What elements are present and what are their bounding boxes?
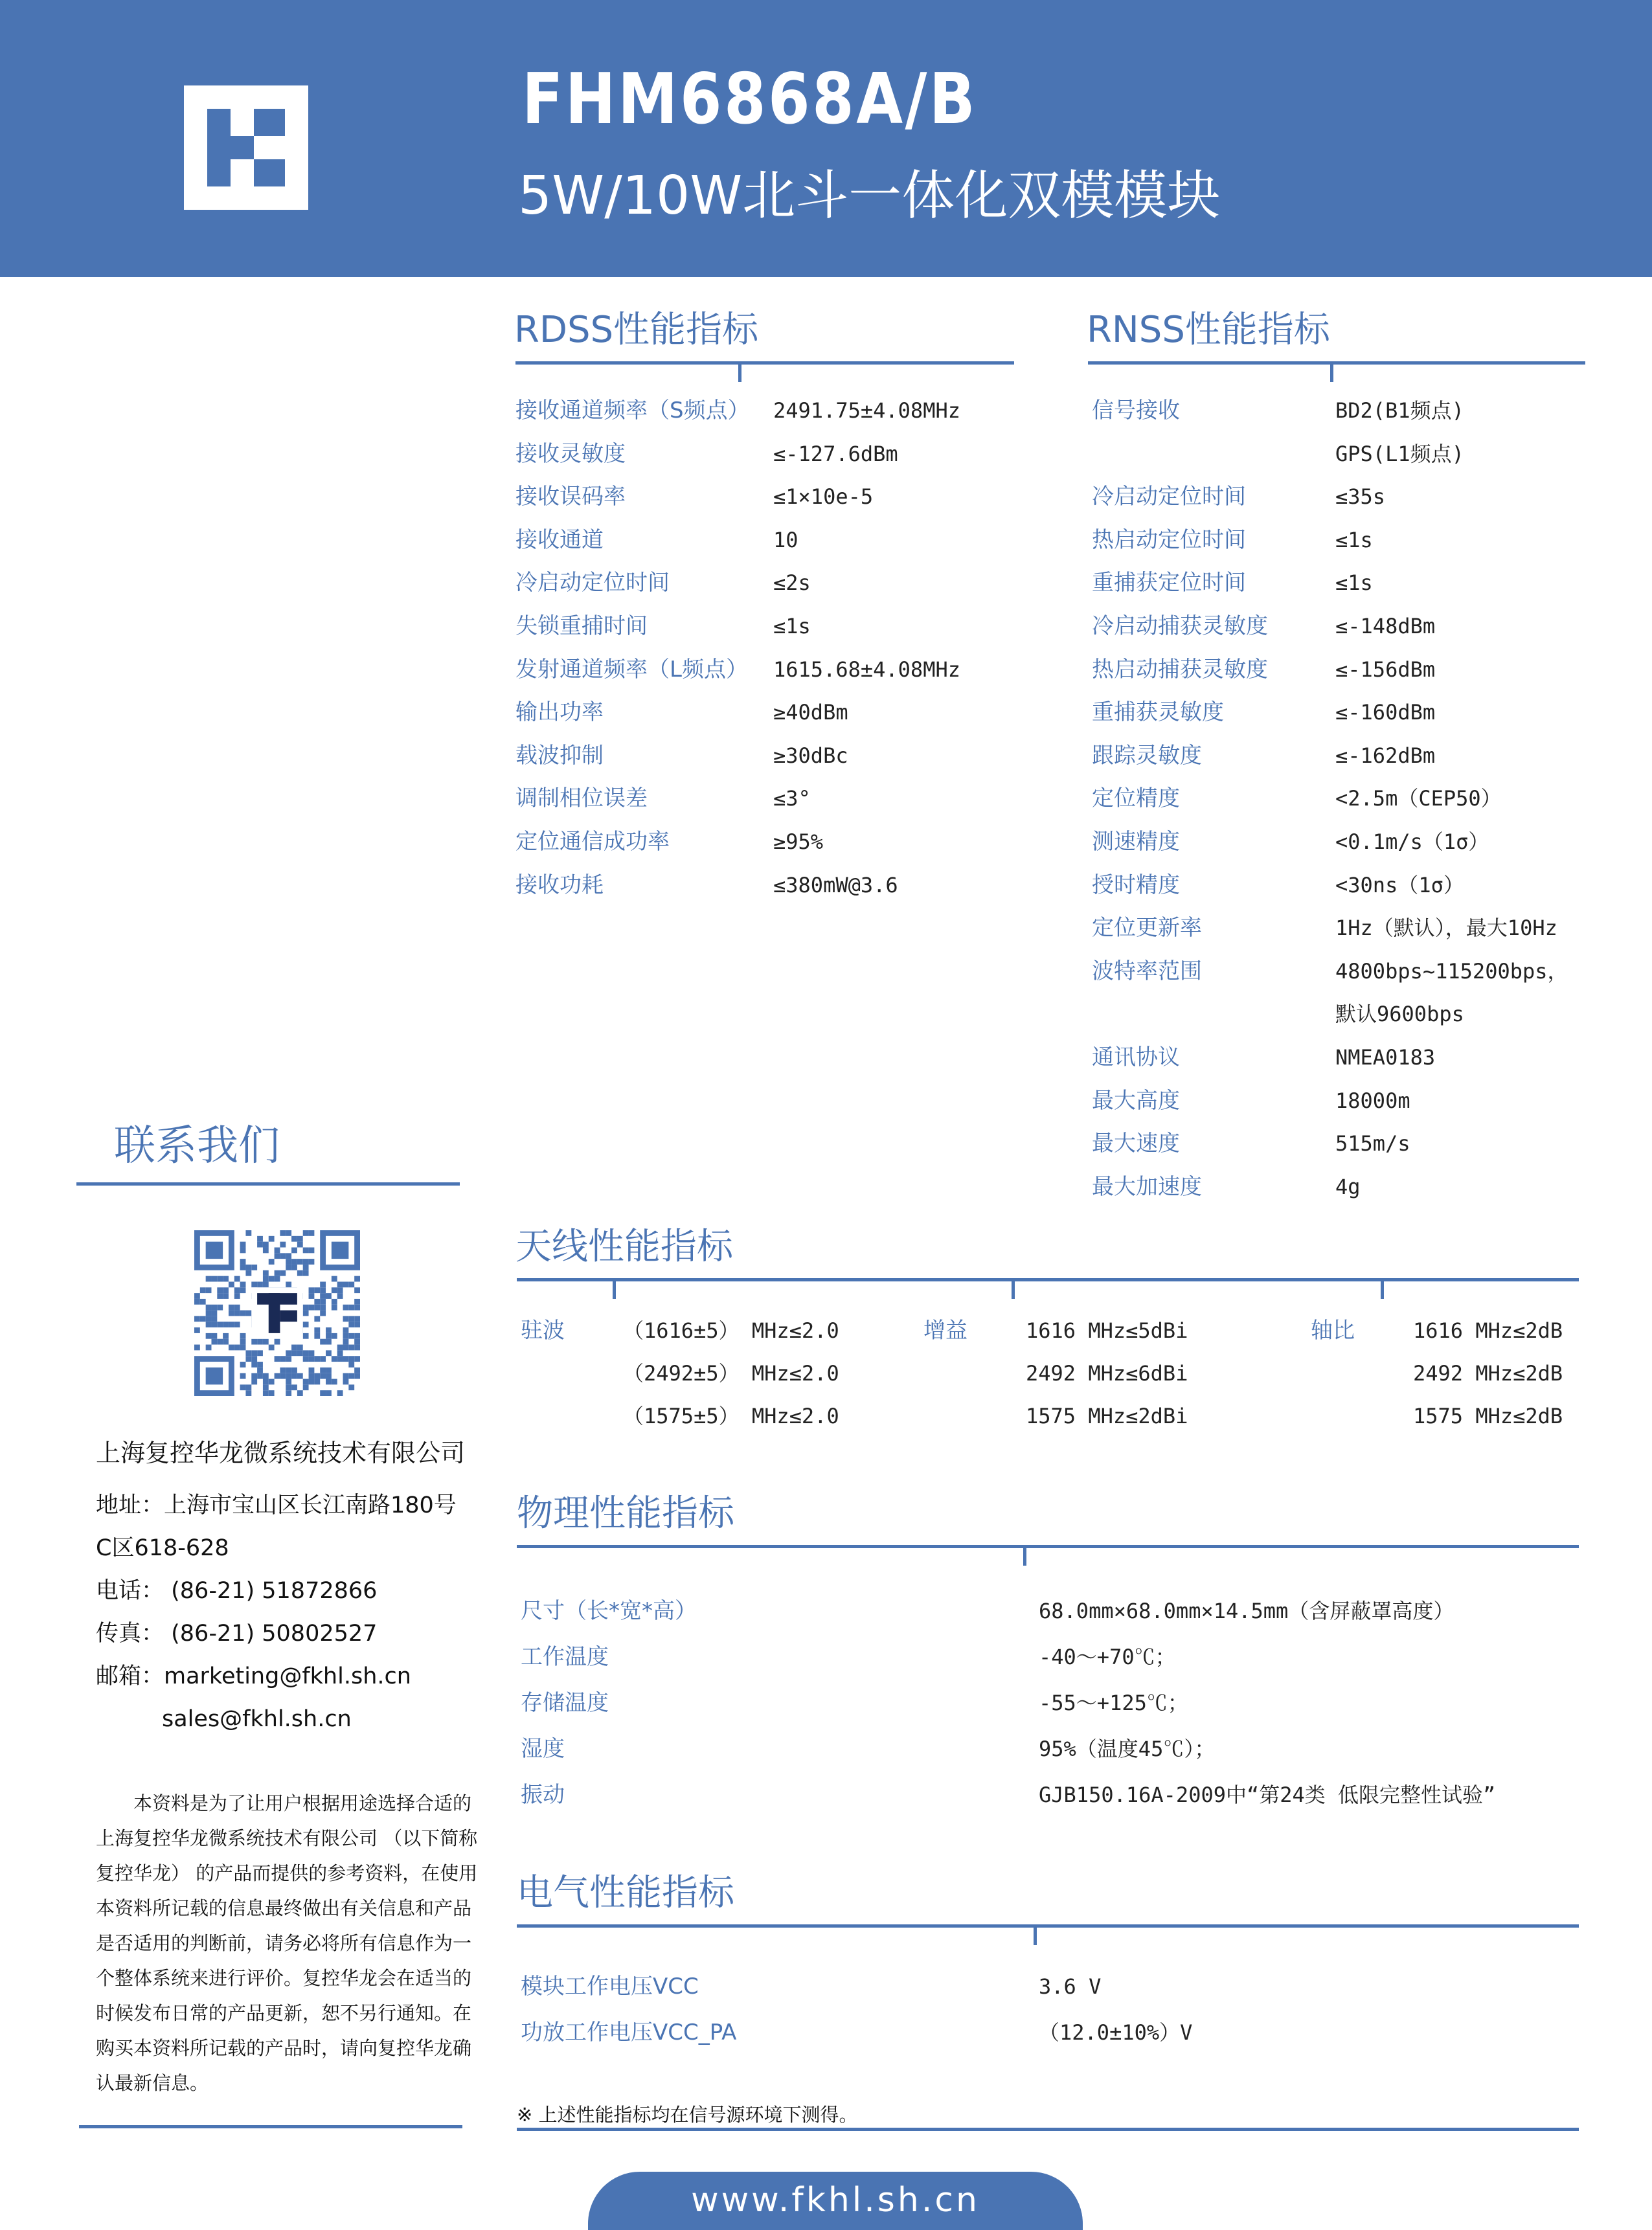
spec-value: 68.0mm×68.0mm×14.5mm（含屏蔽罩高度）: [1039, 1599, 1454, 1623]
spec-label: 通讯协议: [1092, 1044, 1180, 1070]
address-line-2: C区618-628: [96, 1535, 229, 1561]
physical-title: 物理性能指标: [517, 1492, 734, 1535]
axial-value: 1575 MHz≤2dB: [1413, 1404, 1563, 1428]
antenna-divider-tick-2: [1012, 1279, 1015, 1299]
spec-label: 最大加速度: [1092, 1173, 1202, 1200]
antenna-divider: [517, 1278, 1579, 1281]
physical-divider-tick: [1023, 1546, 1026, 1566]
footer-url-tab: [588, 2172, 1083, 2230]
vswr-value: （1575±5） MHz≤2.0: [623, 1404, 839, 1428]
spec-label: 定位精度: [1092, 785, 1180, 812]
spec-value: 默认9600bps: [1335, 1002, 1464, 1027]
gain-value: 2492 MHz≤6dBi: [1026, 1361, 1188, 1386]
product-model: FHM6868A/B: [522, 59, 978, 140]
axial-label: 轴比: [1311, 1318, 1355, 1344]
spec-label: 定位更新率: [1092, 915, 1202, 941]
spec-value: ≤35s: [1335, 484, 1386, 510]
product-subtitle: 5W/10W北斗一体化双模模块: [518, 165, 1221, 227]
spec-value: ≥95%: [773, 829, 824, 854]
spec-label: 最大高度: [1092, 1087, 1180, 1114]
email-sales[interactable]: sales@fkhl.sh.cn: [162, 1706, 352, 1732]
spec-label: 模块工作电压VCC: [521, 1974, 699, 1999]
spec-value: -55～+125℃；: [1039, 1691, 1188, 1715]
website-link[interactable]: www.fkhl.sh.cn: [691, 2181, 980, 2220]
spec-value: ≥40dBm: [773, 700, 848, 725]
spec-value: 515m/s: [1335, 1131, 1410, 1156]
electrical-divider: [517, 1924, 1579, 1928]
antenna-title: 天线性能指标: [515, 1226, 733, 1268]
spec-label: 接收灵敏度: [515, 440, 626, 467]
physical-divider: [517, 1545, 1579, 1548]
address-line-1: 地址：上海市宝山区长江南路180号: [96, 1492, 457, 1518]
spec-value: NMEA0183: [1335, 1045, 1436, 1070]
phone: 电话： (86-21) 51872866: [96, 1578, 378, 1604]
spec-value: ≤1s: [1335, 527, 1373, 552]
spec-label: 测速精度: [1092, 829, 1180, 855]
spec-value: ≤380mW@3.6: [773, 872, 898, 897]
company-name: 上海复控华龙微系统技术有限公司: [96, 1439, 466, 1467]
spec-label: 波特率范围: [1092, 958, 1202, 984]
spec-value: BD2(B1频点): [1335, 398, 1464, 423]
spec-value: ≤2s: [773, 570, 811, 596]
vswr-label: 驻波: [521, 1318, 565, 1344]
rdss-divider: [515, 361, 1014, 365]
spec-label: 工作温度: [521, 1644, 609, 1670]
gain-value: 1616 MHz≤5dBi: [1026, 1318, 1188, 1343]
spec-label: 跟踪灵敏度: [1092, 742, 1202, 769]
electrical-title: 电气性能指标: [517, 1872, 734, 1914]
qr-code-icon[interactable]: [194, 1230, 360, 1396]
spec-label: 重捕获定位时间: [1092, 570, 1246, 596]
antenna-divider-tick-1: [613, 1279, 616, 1299]
spec-value: <2.5m（CEP50）: [1335, 786, 1502, 811]
spec-label: 授时精度: [1092, 872, 1180, 898]
rdss-title: RDSS性能指标: [514, 309, 759, 351]
spec-value: ≤-160dBm: [1335, 700, 1436, 725]
spec-label: 热启动定位时间: [1092, 526, 1246, 553]
company-logo-icon: [184, 85, 308, 210]
spec-label: 载波抑制: [515, 742, 604, 769]
spec-value: 4g: [1335, 1174, 1361, 1199]
spec-label: 信号接收: [1092, 398, 1180, 423]
spec-value: 1615.68±4.08MHz: [773, 657, 960, 682]
contact-divider: [76, 1182, 460, 1186]
spec-label: 振动: [521, 1782, 565, 1808]
spec-value: -40～+70℃；: [1039, 1645, 1176, 1669]
spec-value: 2491.75±4.08MHz: [773, 398, 960, 423]
spec-value: ≤-127.6dBm: [773, 441, 898, 466]
spec-label: 冷启动捕获灵敏度: [1092, 613, 1268, 639]
gain-value: 1575 MHz≤2dBi: [1026, 1404, 1188, 1428]
spec-label: 功放工作电压VCC_PA: [521, 2020, 737, 2045]
spec-label: 定位通信成功率: [515, 829, 670, 855]
spec-label: 发射通道频率（L频点）: [515, 656, 748, 682]
vswr-value: （1616±5） MHz≤2.0: [623, 1318, 839, 1343]
test-condition-note: ※ 上述性能指标均在信号源环境下测得。: [517, 2104, 858, 2126]
spec-value: <0.1m/s（1σ）: [1335, 829, 1489, 854]
gain-label: 增益: [923, 1318, 967, 1344]
spec-value: ≥30dBc: [773, 743, 848, 768]
disclaimer-divider: [79, 2125, 462, 2128]
rnss-title: RNSS性能指标: [1087, 309, 1330, 351]
spec-value: ≤1s: [1335, 570, 1373, 596]
spec-value: ≤-156dBm: [1335, 657, 1436, 682]
antenna-divider-tick-3: [1381, 1279, 1384, 1299]
spec-label: 冷启动定位时间: [1092, 484, 1246, 510]
spec-label: 最大速度: [1092, 1131, 1180, 1157]
spec-label: 热启动捕获灵敏度: [1092, 656, 1268, 682]
spec-label: 接收误码率: [515, 484, 626, 510]
spec-value: 4800bps~115200bps，: [1335, 958, 1568, 984]
spec-label: 接收通道: [515, 526, 604, 553]
fax: 传真： (86-21) 50802527: [96, 1621, 378, 1647]
spec-label: 接收功耗: [515, 872, 604, 898]
spec-value: ≤-148dBm: [1335, 614, 1436, 638]
electrical-divider-tick: [1034, 1926, 1037, 1945]
spec-label: 调制相位误差: [515, 785, 648, 812]
rnss-divider-tick: [1330, 363, 1333, 382]
note-divider: [517, 2128, 1579, 2131]
spec-label: 尺寸（长*宽*高）: [521, 1598, 697, 1624]
rnss-divider: [1088, 361, 1585, 365]
spec-value: 10: [773, 527, 798, 552]
spec-label: 输出功率: [515, 699, 604, 726]
spec-label: 失锁重捕时间: [515, 613, 648, 639]
axial-value: 1616 MHz≤2dB: [1413, 1318, 1563, 1343]
spec-value: ≤3°: [773, 786, 811, 811]
contact-title: 联系我们: [114, 1122, 280, 1170]
spec-value: ≤-162dBm: [1335, 743, 1436, 768]
spec-value: （12.0±10%）V: [1039, 2020, 1193, 2045]
spec-label: 湿度: [521, 1736, 565, 1762]
spec-label: 接收通道频率（S频点）: [515, 398, 750, 423]
spec-value: 95%（温度45℃）；: [1039, 1737, 1216, 1761]
spec-value: 18000m: [1335, 1088, 1410, 1113]
spec-label: 存储温度: [521, 1690, 609, 1716]
axial-value: 2492 MHz≤2dB: [1413, 1361, 1563, 1386]
email-marketing[interactable]: 邮箱：marketing@fkhl.sh.cn: [96, 1663, 411, 1689]
spec-value: 1Hz（默认），最大10Hz: [1335, 916, 1557, 941]
spec-value: GPS(L1频点): [1335, 441, 1464, 466]
spec-value: ≤1×10e-5: [773, 484, 874, 510]
spec-value: ≤1s: [773, 614, 811, 638]
spec-label: 重捕获灵敏度: [1092, 699, 1224, 726]
spec-label: 冷启动定位时间: [515, 570, 670, 596]
rdss-divider-tick: [738, 363, 741, 382]
spec-value: GJB150.16A-2009中“第24类 低限完整性试验”: [1039, 1783, 1496, 1807]
disclaimer-text: 本资料是为了让用户根据用途选择合适的上海复控华龙微系统技术有限公司 （以下简称复控华龙） 的产品而提供的参考资料，在使用本资料所记载的信息最终做出有关信息和产品是否适用的判断前，请务必将所有信息作为一个整体系统来进行评价。复控华龙会在适当的时候发布日常的产品更新，恕不另行通知。在购买本资料所记载的产品时，请向复控华龙确认最新信息。: [96, 1792, 478, 2094]
spec-value: 3.6 V: [1039, 1974, 1102, 1999]
spec-value: <30ns（1σ）: [1335, 872, 1464, 897]
vswr-value: （2492±5） MHz≤2.0: [623, 1361, 839, 1386]
